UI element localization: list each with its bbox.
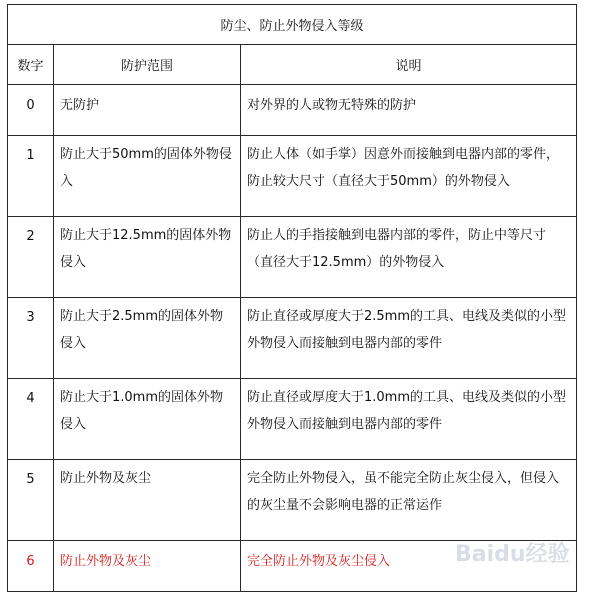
row-num: 5: [8, 460, 54, 541]
baidu-watermark: Baidu经验: [455, 542, 570, 567]
row-num: 3: [8, 298, 54, 379]
table-row: [8, 298, 577, 379]
row-scope: 无防护: [54, 85, 241, 136]
header-scope: 防护范围: [54, 45, 241, 85]
row-num: 4: [8, 379, 54, 460]
row-num: 6: [8, 541, 54, 592]
table-row: [8, 460, 577, 541]
row-desc: 防止直径或厚度大于1.0mm的工具、电线及类似的小型外物侵入而接触到电器内部的零件: [241, 379, 577, 460]
table-row: [8, 217, 577, 298]
row-scope: 防止大于1.0mm的固体外物侵入: [54, 379, 241, 460]
table-row: [8, 85, 577, 136]
header-desc: 说明: [241, 45, 577, 85]
row-scope: 防止大于12.5mm的固体外物侵入: [54, 217, 241, 298]
row-desc: 防止人体（如手掌）因意外而接触到电器内部的零件，防止较大尺寸（直径大于50mm）的外物侵入: [241, 136, 577, 217]
row-desc: 防止人的手指接触到电器内部的零件，防止中等尺寸（直径大于12.5mm）的外物侵入: [241, 217, 577, 298]
table-title: 防尘、防止外物侵入等级: [8, 5, 577, 45]
row-desc: 完全防止外物侵入，虽不能完全防止灰尘侵入，但侵入的灰尘量不会影响电器的正常运作: [241, 460, 577, 541]
header-num: 数字: [8, 45, 54, 85]
row-scope: 防止大于2.5mm的固体外物侵入: [54, 298, 241, 379]
row-scope: 防止大于50mm的固体外物侵入: [54, 136, 241, 217]
row-desc: 防止直径或厚度大于2.5mm的工具、电线及类似的小型外物侵入而接触到电器内部的零件: [241, 298, 577, 379]
protection-level-table: [7, 4, 577, 592]
row-num: 0: [8, 85, 54, 136]
row-scope: 防止外物及灰尘: [54, 541, 241, 592]
row-num: 1: [8, 136, 54, 217]
row-num: 2: [8, 217, 54, 298]
row-scope: 防止外物及灰尘: [54, 460, 241, 541]
row-desc: 对外界的人或物无特殊的防护: [241, 85, 577, 136]
row-desc: 完全防止外物及灰尘侵入: [241, 541, 577, 592]
table-row: [8, 136, 577, 217]
table-row: [8, 379, 577, 460]
